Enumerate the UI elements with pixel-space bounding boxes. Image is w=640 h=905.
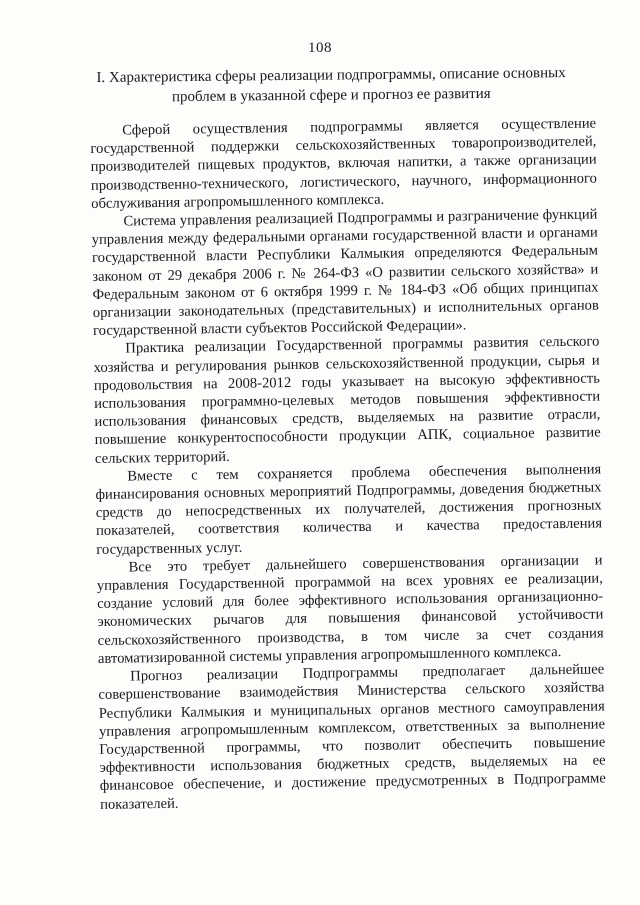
paragraph-practice: Практика реализации Государственной программы развития сельского хозяйства и регулирования рынков сельскохозяйственной продукции, сырья и продовольствия на 2008-2012 годы указывает на высокую эффективность использования программно-целевых методов повышения эффективности использования финансовых средств, выделяемых на развитие отрасли, повышение конкурентоспособности продукции АПК, социальное развитие сельских территорий. [93, 333, 601, 467]
paragraph-requirements: Все это требует дальнейшего совершенствования организации и управления Государственной программой на всех уровнях ее реализации, создание условий для более эффективного использования организационно-экономических рычагов для повышения финансовой устойчивости сельскохозяйственного производства, в том числе за счет создания автоматизированной системы управления агропромышленного комплекса. [96, 552, 604, 667]
paragraph-problem: Вместе с тем сохраняется проблема обеспечения выполнения финансирования основных мероприятий Подпрограммы, доведения бюджетных средств до непосредственных их получателей, достижения прогнозных показателей, соответствия количества и качества предоставления государственных услуг. [95, 461, 603, 558]
section-heading: I. Характеристика сферы реализации подпрограммы, описание основных проблем в указанной сфере и прогноз ее развития [96, 65, 566, 106]
body-text [90, 114, 606, 813]
page-number: 108 [308, 40, 332, 56]
paragraph-forecast: Прогноз реализации Подпрограммы предполагает дальнейшее совершенствование взаимодействия Министерства сельского хозяйства Республики Калмыкия и муниципальных органов местного самоуправления управления агропромышленным комплексом, ответственных за выполнение Государственной программы, что позволит обеспечить повышение эффективности использования бюджетных средств, выделяемых на ее финансовое обеспечение, и достижение предусмотренных в Подпрограмме показателей. [98, 661, 606, 813]
paragraph-management-system: Система управления реализацией Подпрограммы и разграничение функций управления между федеральными органами государственной власти и органами государственной власти Республики Калмыкия определяются Федеральным законом от 29 декабря 2006 г. № 264-ФЗ «О развитии сельского хозяйства» и Федеральным законом от 6 октября 1999 г. № 184-ФЗ «Об общих принципах организации законодательных (представительных) и исполнительных органов государственной власти субъектов Российской Федерации». [91, 206, 599, 340]
paragraph-scope: Сферой осуществления подпрограммы является осуществление государственной поддержки сельскохозяйственных товаропроизводителей, производителей пищевых продуктов, включая напитки, а также организации производственно-технического, логистического, научного, информационного обслуживания агропромышленного комплекса. [90, 115, 598, 212]
